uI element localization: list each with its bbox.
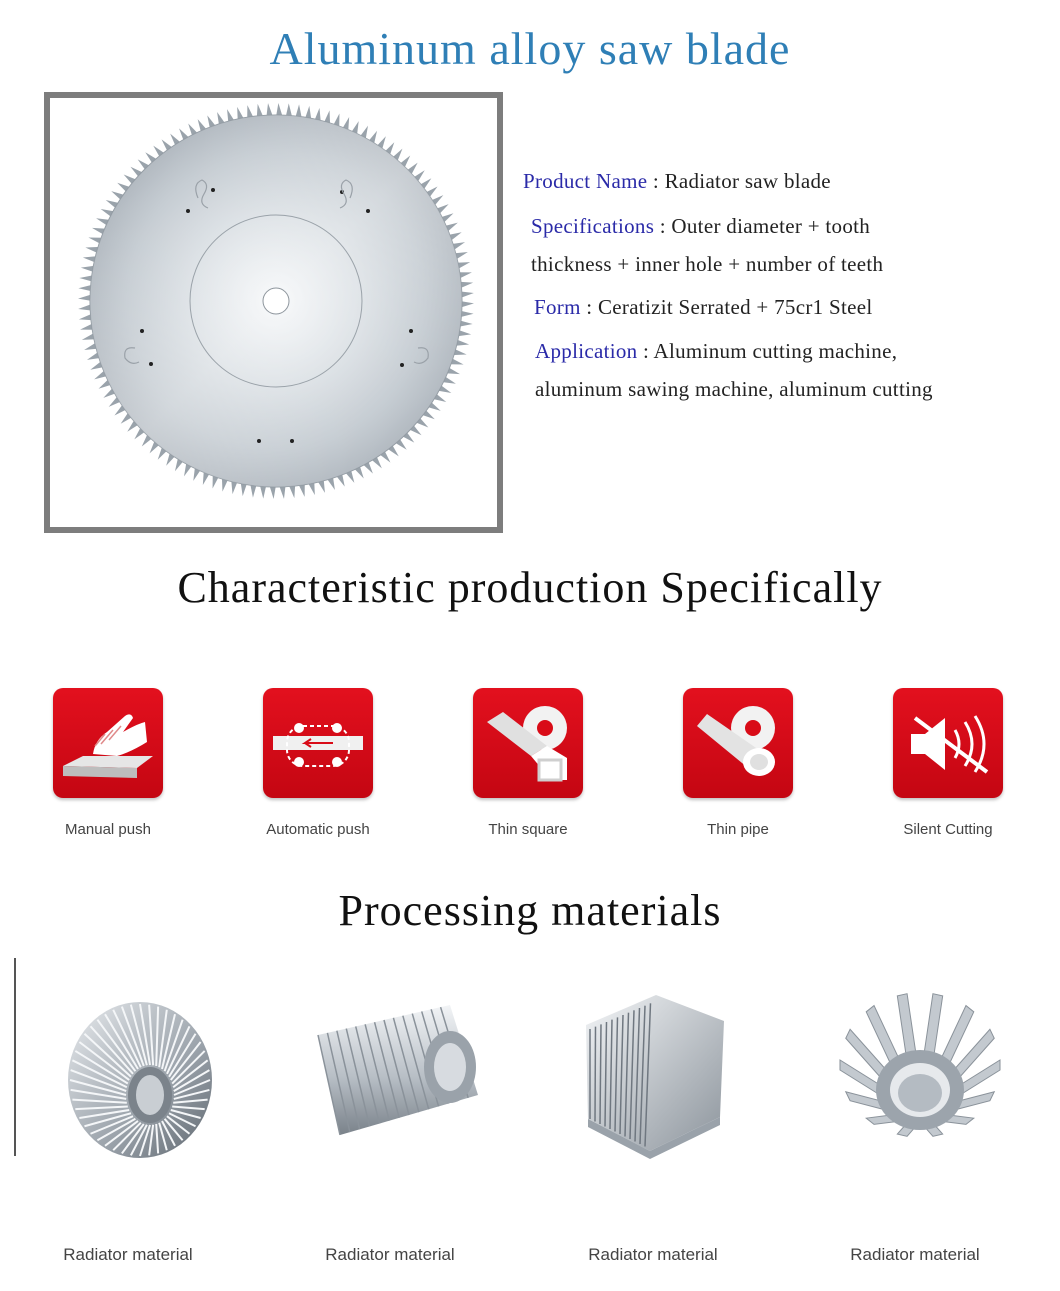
thin-pipe-icon	[683, 688, 793, 798]
materials-title: Processing materials	[338, 886, 722, 935]
spec-value-continued: thickness + inner hole + number of teeth	[531, 252, 884, 276]
spec-separator: :	[580, 295, 598, 319]
spec-value: Aluminum cutting machine,	[653, 339, 898, 363]
material-label-1: Radiator material	[63, 1245, 193, 1264]
spec-value: Outer diameter + tooth	[671, 214, 871, 238]
radiator-icon	[300, 985, 490, 1170]
radiator-material-image-2	[300, 985, 490, 1170]
material-label-4: Radiator material	[850, 1245, 980, 1264]
automatic-push-icon	[263, 688, 373, 798]
radiator-material-image-4	[825, 985, 1015, 1170]
radiator-icon	[35, 985, 225, 1170]
silent-cutting-icon	[893, 688, 1003, 798]
spec-value: Ceratizit Serrated + 75cr1 Steel	[597, 295, 873, 319]
feature-label-manual-push: Manual push	[65, 821, 151, 838]
spec-product-name	[523, 162, 831, 200]
feature-label-automatic-push: Automatic push	[266, 821, 370, 838]
material-label-3: Radiator material	[588, 1245, 718, 1264]
spec-value-continued: aluminum sawing machine, aluminum cutting	[535, 377, 933, 401]
radiator-icon	[560, 985, 750, 1170]
feature-label-thin-square: Thin square	[488, 821, 568, 838]
spec-separator: :	[647, 169, 665, 193]
spec-separator: :	[654, 214, 672, 238]
spec-separator: :	[637, 339, 654, 363]
spec-application	[535, 332, 933, 408]
spec-key: Application	[535, 339, 638, 363]
saw-blade-icon	[50, 98, 497, 527]
spec-form	[534, 288, 872, 326]
material-label-2: Radiator material	[325, 1245, 455, 1264]
spec-key: Specifications	[531, 214, 655, 238]
radiator-material-image-3	[560, 985, 750, 1170]
saw-blade-image	[44, 92, 503, 533]
radiator-icon	[825, 985, 1015, 1170]
characteristics-title: Characteristic production Specifically	[177, 563, 883, 612]
spec-specifications	[531, 207, 883, 283]
manual-push-icon	[53, 688, 163, 798]
radiator-material-image-1	[35, 985, 225, 1170]
feature-label-silent-cutting: Silent Cutting	[903, 821, 993, 838]
feature-label-thin-pipe: Thin pipe	[707, 821, 769, 838]
spec-value: Radiator saw blade	[664, 169, 831, 193]
spec-key: Form	[534, 295, 581, 319]
thin-square-icon	[473, 688, 583, 798]
page-title: Aluminum alloy saw blade	[269, 23, 791, 74]
spec-key: Product Name	[523, 169, 648, 193]
divider	[14, 958, 16, 1156]
